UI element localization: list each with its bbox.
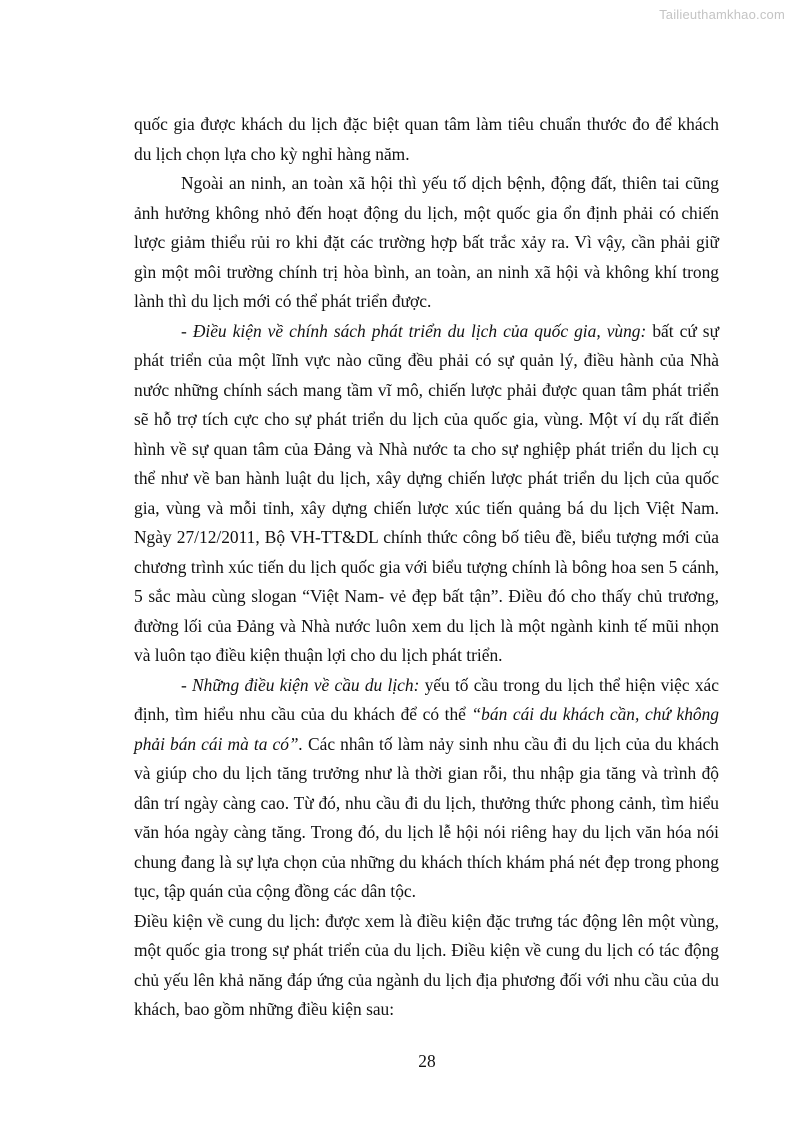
policy-conditions-heading: - Điều kiện về chính sách phát triển du lịch của quốc gia, vùng: — [181, 320, 647, 341]
paragraph-demand-conditions — [134, 671, 719, 907]
demand-conditions-text-b: Các nhân tố làm nảy sinh nhu cầu đi du lịch của du khách và giúp cho du lịch tăng trưởng như là thời gian rỗi, thu nhập gia tăng và trình độ dân trí ngày càng cao. Từ đó, nhu cầu đi du lịch, thưởng thức phong cảnh, tìm hiểu văn hóa ngày càng tăng. Trong đó, du lịch lễ hội nói riêng hay du lịch văn hóa nói chung đang là sự lựa chọn của những du khách thích khám phá nét đẹp trong phong tục, tập quán của cộng đồng các dân tộc. — [134, 733, 719, 901]
demand-conditions-text-a: yếu tố cầu trong du lịch thể hiện việc xác định, tìm hiểu nhu cầu của du khách để có thể — [134, 674, 719, 724]
policy-conditions-text: bất cứ sự phát triển của một lĩnh vực nào cũng đều phải có sự quản lý, điều hành của Nhà nước những chính sách mang tầm vĩ mô, chiến lược phải được quan tâm phát triển sẽ hỗ trợ tích cực cho sự phát triển du lịch của quốc gia, vùng. Một ví dụ rất điển hình về sự quan tâm của Đảng và Nhà nước ta cho sự nghiệp phát triển du lịch cụ thể như về ban hành luật du lịch, xây dựng chiến lược phát triển du lịch của quốc gia, vùng và mỗi tỉnh, xây dựng chiến lược xúc tiến quảng bá du lịch Việt Nam. Ngày 27/12/2011, Bộ VH-TT&DL chính thức công bố tiêu đề, biểu tượng mới của chương trình xúc tiến du lịch quốc gia với biểu tượng chính là bông hoa sen 5 cánh, 5 sắc màu cùng slogan “Việt Nam- vẻ đẹp bất tận”. Điều đó cho thấy chủ trương, đường lối của Đảng và Nhà nước luôn xem du lịch là một ngành kinh tế mũi nhọn và luôn tạo điều kiện thuận lợi cho du lịch phát triển. — [134, 320, 719, 665]
page-number: 28 — [418, 1051, 436, 1071]
watermark: Tailieuthamkhao.com — [659, 7, 785, 22]
paragraph-policy-conditions — [134, 317, 719, 671]
document-body — [134, 110, 719, 1025]
paragraph-natural-risks: Ngoài an ninh, an toàn xã hội thì yếu tố dịch bệnh, động đất, thiên tai cũng ảnh hưởng không nhỏ đến hoạt động du lịch, một quốc gia ổn định phải có chiến lược giảm thiểu rủi ro khi đặt các trường hợp bất trắc xảy ra. Vì vậy, cần phải giữ gìn một môi trường chính trị hòa bình, an toàn, an ninh xã hội và không khí trong lành thì du lịch mới có thể phát triển được. — [134, 173, 719, 311]
paragraph-supply-conditions: Điều kiện về cung du lịch: được xem là điều kiện đặc trưng tác động lên một vùng, một quốc gia trong sự phát triển của du lịch. Điều kiện về cung du lịch có tác động chủ yếu lên khả năng đáp ứng của ngành du lịch địa phương đối với nhu cầu của du khách, bao gồm những điều kiện sau: — [134, 910, 719, 1019]
demand-conditions-heading: - Những điều kiện về cầu du lịch: — [181, 674, 420, 695]
demand-conditions-quote: “bán cái du khách cần, chứ không phải bán cái mà ta có”. — [134, 704, 719, 754]
paragraph-continuation: quốc gia được khách du lịch đặc biệt quan tâm làm tiêu chuẩn thước đo để khách du lịch chọn lựa cho kỳ nghỉ hàng năm. — [134, 114, 719, 164]
